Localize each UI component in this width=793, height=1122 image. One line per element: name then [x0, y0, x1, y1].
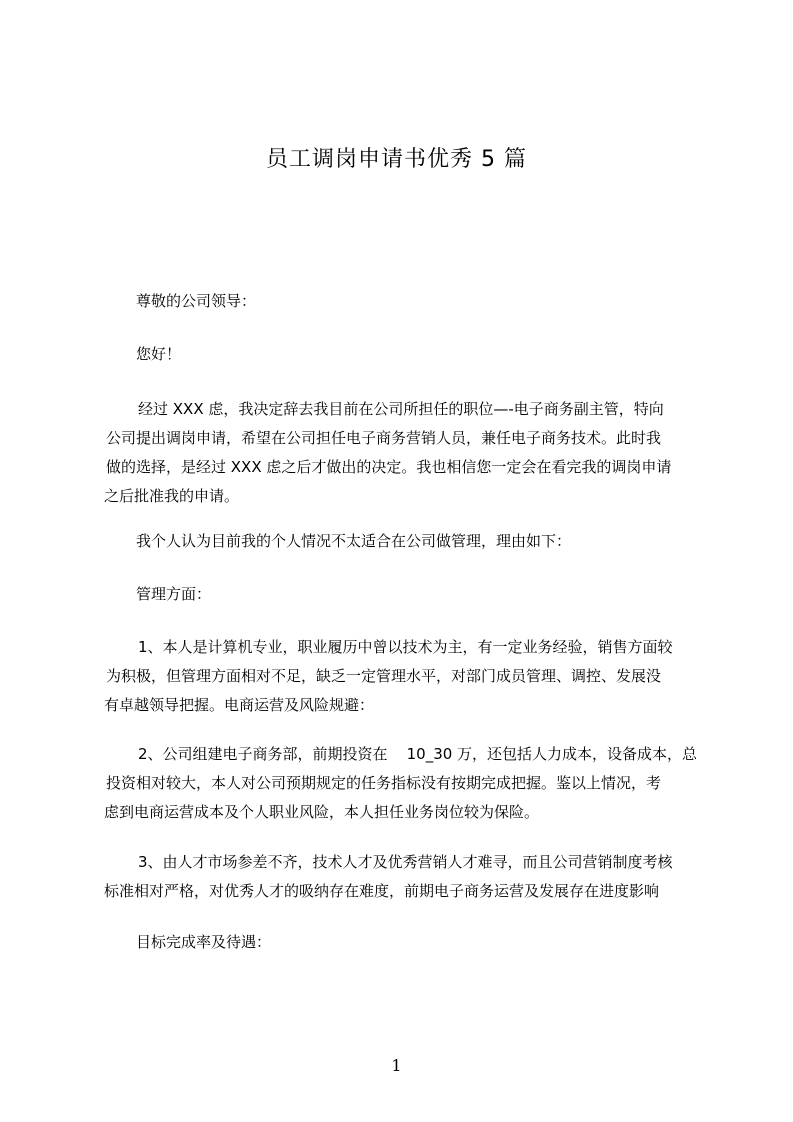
heading-target: [104, 928, 716, 957]
paragraph-line: 2、公司组建电子商务部，前期投资在 10_30 万，还包括人力成本，设备成本，总: [138, 745, 698, 763]
paragraph-1: [104, 395, 716, 511]
page-number: 1: [391, 1056, 402, 1075]
heading-management: [104, 580, 716, 609]
paragraph-line: 3、由人才市场参差不齐，技术人才及优秀营销人才难寻，而且公司营销制度考核: [138, 853, 673, 871]
paragraph-line: 投资相对较大，本人对公司预期规定的任务指标没有按期完成把握。鉴以上情况，考: [106, 774, 662, 792]
salutation: [104, 287, 716, 316]
paragraph-line: 1、本人是计算机专业，职业履历中曾以技术为主，有一定业务经验，销售方面较: [138, 638, 673, 656]
paragraph-2: [104, 527, 716, 556]
paragraph-line: 标准相对严格，对优秀人才的吸纳存在难度，前期电子商务运营及发展存在进度影响: [104, 882, 660, 900]
list-item-2: [104, 740, 716, 827]
paragraph-line: 有卓越领导把握。电商运营及风险规避：: [104, 696, 375, 714]
heading-text: 目标完成率及待遇：: [136, 933, 272, 951]
greeting: [104, 340, 716, 369]
paragraph-line: 之后批准我的申请。: [104, 487, 240, 505]
greeting-text: 您好！: [136, 345, 182, 363]
document-title: 员工调岗申请书优秀 5 篇: [266, 147, 527, 172]
paragraph-line: 为积极，但管理方面相对不足，缺乏一定管理水平，对部门成员管理、调控、发展没: [106, 667, 662, 685]
paragraph-line: 做的选择，是经过 XXX 虑之后才做出的决定。我也相信您一定会在看完我的调岗申请: [106, 458, 672, 476]
salutation-text: 尊敬的公司领导：: [136, 292, 257, 310]
paragraph-line: 我个人认为目前我的个人情况不太适合在公司做管理，理由如下：: [136, 532, 572, 550]
paragraph-line: 经过 XXX 虑，我决定辞去我目前在公司所担任的职位—-电子商务副主管，特向: [138, 400, 664, 418]
paragraph-line: 虑到电商运营成本及个人职业风险，本人担任业务岗位较为保险。: [104, 803, 540, 821]
paragraph-line: 公司提出调岗申请，希望在公司担任电子商务营销人员，兼任电子商务技术。此时我: [106, 429, 662, 447]
list-item-3: [104, 848, 716, 906]
heading-text: 管理方面：: [136, 585, 212, 603]
list-item-1: [104, 633, 716, 720]
